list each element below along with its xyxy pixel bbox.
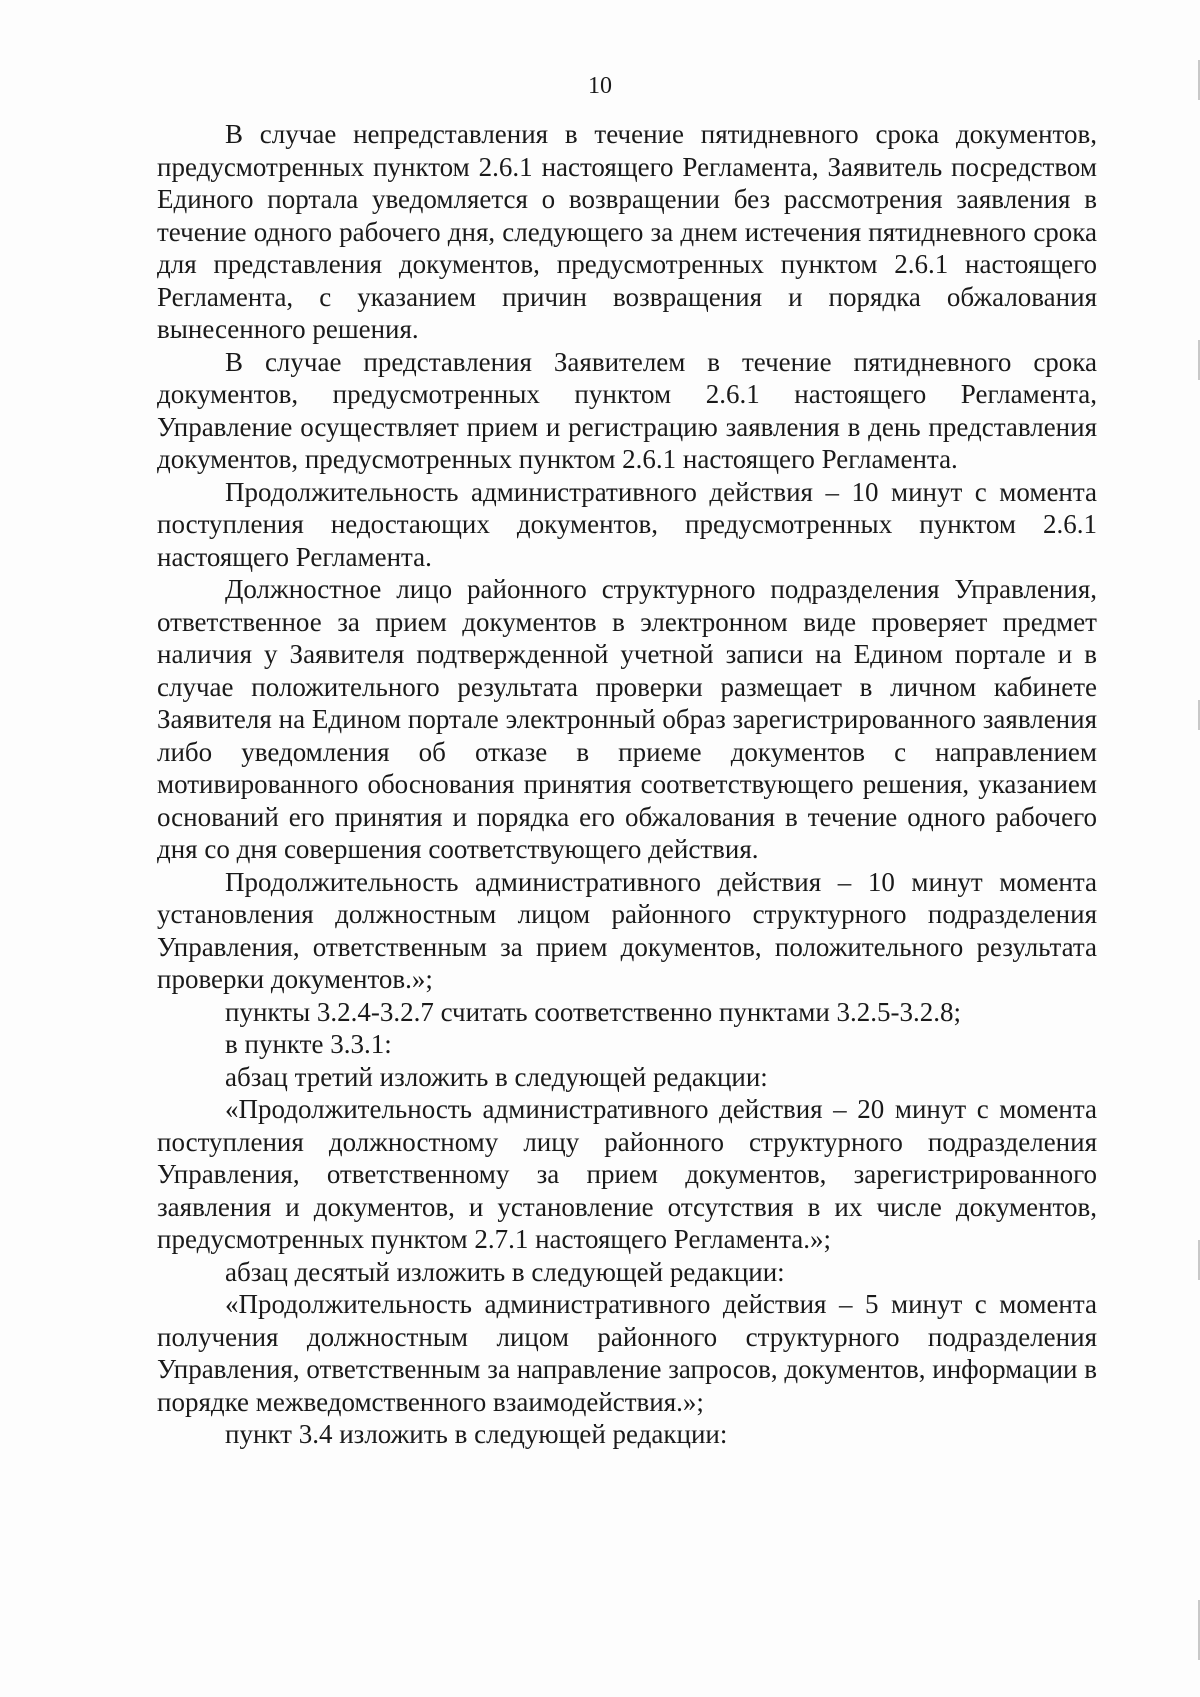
paragraph: Продолжительность административного действия – 10 минут момента установления должностным лицом районного структурного подразделения Управления, ответственным за прием документов, положительного результата проверки документов.»; (157, 866, 1097, 994)
document-body (157, 118, 1097, 1451)
paragraph: «Продолжительность административного действия – 5 минут с момента получения должностным лицом районного структурного подразделения Управления, ответственным за направление запросов, документов, информации в порядке межведомственного взаимодействия.»; (157, 1289, 1097, 1417)
paragraph: В случае непредставления в течение пятидневного срока документов, предусмотренных пунктом 2.6.1 настоящего Регламента, Заявитель посредством Единого портала уведомляется о возвращении без рассмотрения заявления в течение одного рабочего дня, следующего за днем истечения пятидневного срока для представления документов, предусмотренных пунктом 2.6.1 настоящего Регламента, с указанием причин возвращения и порядка обжалования вынесенного решения. (157, 119, 1097, 344)
paragraph: пункты 3.2.4-3.2.7 считать соответственно пунктами 3.2.5-3.2.8; (225, 996, 962, 1027)
paragraph: пункт 3.4 изложить в следующей редакции: (225, 1419, 728, 1449)
paragraph: В случае представления Заявителем в течение пятидневного срока документов, предусмотренных пунктом 2.6.1 настоящего Регламента, Управление осуществляет прием и регистрацию заявления в день представления документов, предусмотренных пунктом 2.6.1 настоящего Регламента. (157, 346, 1097, 474)
paragraph: абзац десятый изложить в следующей редакции: (225, 1256, 785, 1287)
page-number: 10 (588, 73, 612, 99)
paragraph: Продолжительность административного действия – 10 минут с момента поступления недостающих документов, предусмотренных пунктом 2.6.1 настоящего Регламента. (157, 476, 1097, 572)
paragraph: в пункте 3.3.1: (225, 1029, 392, 1059)
paragraph: «Продолжительность административного действия – 20 минут с момента поступления должностному лицу районного структурного подразделения Управления, ответственному за прием документов, зарегистрированного заявления и документов, и установление отсутствия в их числе документов, предусмотренных пунктом 2.7.1 настоящего Регламента.»; (157, 1094, 1097, 1254)
paragraph: абзац третий изложить в следующей редакции: (225, 1061, 768, 1092)
paragraph: Должностное лицо районного структурного подразделения Управления, ответственное за прием документов в электронном виде проверяет предмет наличия у Заявителя подтвержденной учетной записи на Едином портале и в случае положительного результата проверки размещает в личном кабинете Заявителя на Едином портале электронный образ зарегистрированного заявления либо уведомления об отказе в приеме документов с направлением мотивированного обоснования принятия соответствующего решения, указанием оснований его принятия и порядка его обжалования в течение одного рабочего дня со дня совершения соответствующего действия. (157, 574, 1097, 864)
